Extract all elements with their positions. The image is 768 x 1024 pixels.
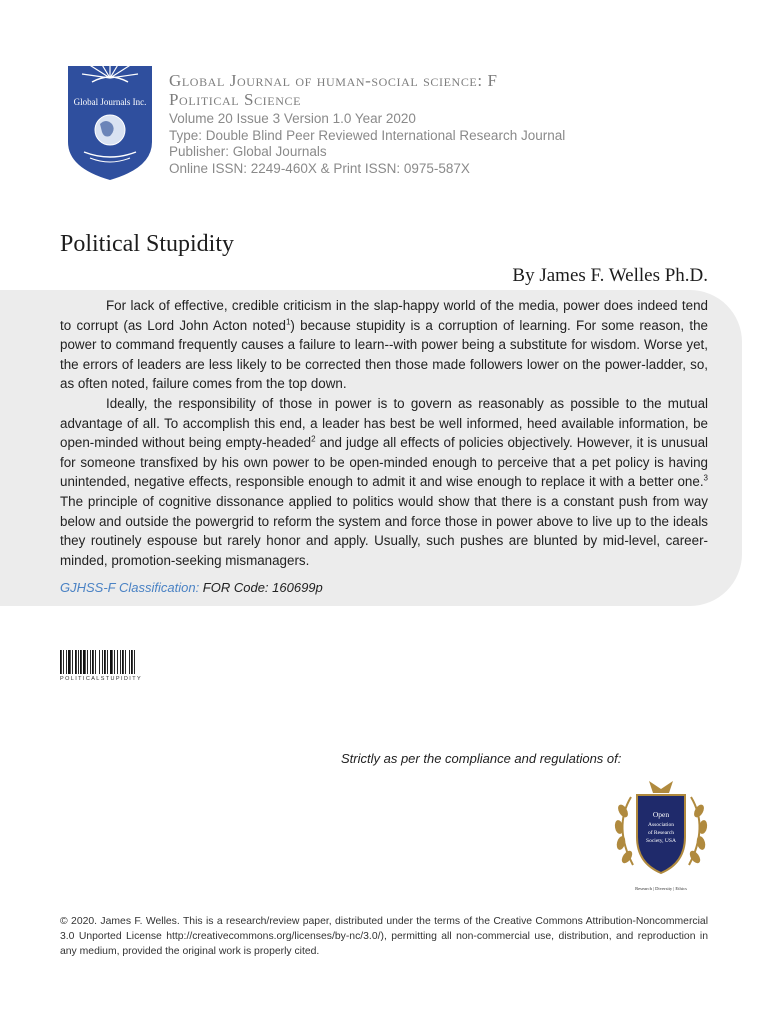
footnote-ref[interactable]: 3: [703, 473, 708, 483]
footnote-ref[interactable]: 1: [285, 317, 291, 327]
abstract: [60, 296, 708, 570]
abstract-text: Ideally, the responsibility of those in power is to govern as reasonably as possible to the mutual advantage of all. To accomplish this end, a leader has best be well informed, heed available information, be open-minded without being empty-headed: [60, 395, 708, 451]
abstract-paragraph: [60, 296, 708, 394]
abstract-text: The principle of cognitive dissonance applied to politics would show that there is a constant push from way below and outside the powergrid to reform the system and force those in power above to live up to the ideals they routinely espouse but rarely honor and apply. Usually, such pushes are blunted by mid-level, career-minded, promotion-seeking mismanagers.: [60, 493, 708, 568]
article-title: Political Stupidity: [60, 231, 235, 257]
abstract-paragraph: [60, 394, 708, 570]
oars-line1: Open: [652, 810, 670, 819]
copyright-notice: © 2020. James F. Welles. This is a research/review paper, distributed under the terms of the Creative Commons Attribution-Noncommercial 3.0 Unported License http://creativecommons.org/licenses/by-nc/3.0/), permitting all non-commercial use, distribution, and reproduction in any medium, provided the original work is properly cited.: [60, 916, 708, 957]
journal-type: Type: Double Blind Peer Reviewed International Research Journal: [169, 127, 566, 143]
abstract-text: ) because stupidity is a corruption of learning. For some reason, the power to command frequently causes a failure to learn--with power being a substitute for wisdom. Worse yet, the errors of leaders are less likely to be corrected then those made followers lower on the power-ladder, so, as often noted, failure comes from the top down.: [60, 317, 708, 392]
journal-meta: [169, 111, 729, 177]
classification-label: GJHSS-F Classification:: [60, 580, 203, 595]
journal-line1: Global Journal of human-social science: F: [169, 71, 498, 90]
journal-line2: Political Science: [169, 90, 302, 109]
issn: Online ISSN: 2249-460X & Print ISSN: 0975-587X: [169, 160, 470, 176]
journal-name: [169, 71, 729, 109]
classification-value: FOR Code: 160699p: [202, 580, 323, 595]
oars-tagline: Research | Diversity | Ethics: [635, 886, 687, 891]
footnote-ref[interactable]: 2: [311, 434, 316, 444]
compliance-note: Strictly as per the compliance and regulations of:: [341, 751, 622, 766]
global-journals-logo: [62, 52, 158, 182]
oars-line3: of Research: [647, 830, 675, 836]
article-author: By James F. Welles Ph.D.: [512, 265, 708, 286]
abstract-text: For lack of effective, credible criticism in the slap-happy world of the media, power does indeed tend to corrupt (as Lord John Acton noted: [60, 298, 708, 333]
oars-seal-logo: [609, 773, 713, 895]
publisher: Publisher: Global Journals: [169, 144, 327, 159]
oars-line2: Association: [648, 822, 674, 828]
oars-line4: Society, USA: [646, 838, 676, 844]
logo-text: Global Journals Inc.: [73, 97, 147, 107]
barcode-text: POLITICALSTUPIDITY: [60, 676, 143, 682]
volume-info: Volume 20 Issue 3 Version 1.0 Year 2020: [169, 111, 416, 126]
abstract-text: and judge all effects of policies objectively. However, it is unusual for someone transfixed by his own power to be open-minded enough to perceive that a pet policy is having unintended, negative effects, responsible enough to admit it and wise enough to replace it with a better one.: [60, 435, 708, 490]
classification: [60, 580, 323, 595]
